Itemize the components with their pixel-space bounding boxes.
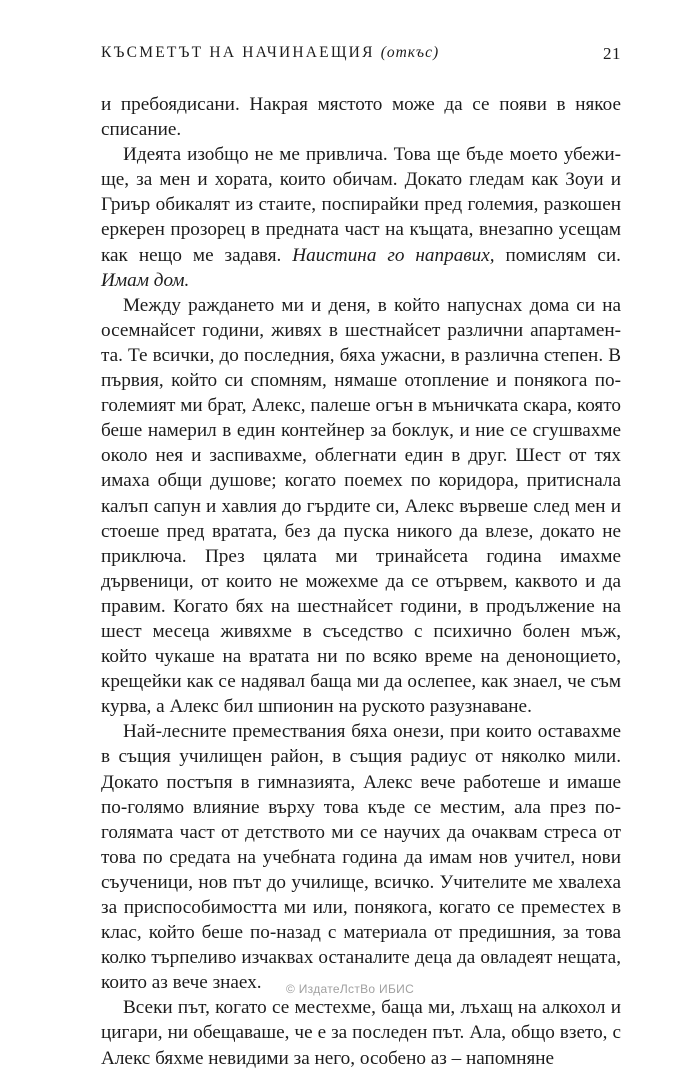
publisher-footer: © ИздатеЛстВо ИБИС bbox=[285, 982, 415, 996]
book-title: КЪСМЕТЪТ НА НАЧИНАЕЩИЯ bbox=[101, 44, 375, 61]
paragraph bbox=[101, 719, 621, 995]
page-body bbox=[101, 92, 621, 1071]
page-number: 21 bbox=[603, 44, 621, 63]
text-run: Всеки път, когато се местехме, баща ми, лъхащ на алкохол и цигари, ни обещаваше, че е за последен път. Ала, общо взето, с Алекс бяхме невидими за него, особено аз – напомняне bbox=[101, 997, 621, 1069]
text-run: помислям си. bbox=[494, 244, 621, 266]
paragraph bbox=[101, 293, 621, 720]
running-header bbox=[101, 44, 621, 70]
paragraph bbox=[101, 995, 621, 1070]
italic-text: Имам дом. bbox=[101, 269, 190, 291]
running-head-title bbox=[101, 44, 439, 62]
text-run: Най-лесните премествания бяха онези, при които оставахме в същия училищен район, в същия радиус от няколко мили. Докато постъпя в гимназията, Алекс вече работеше и имаше по-голямо влияние върху това къде се местим, ала през по-голямата част от детството ми се научих да очаквам стреса от това по средата на учебната година да имам нов учител, нови съученици, нов път до училище, всичко. Учителите ме хвалеха за приспособимостта ми или, понякога, когато се преместех в клас, който беше по-назад с материала от предишния, за това колко търпеливо изчаквах останалите деца да овладеят нещата, които аз вече знаех. bbox=[101, 721, 621, 994]
text-run: Идеята изобщо не ме привлича. Това ще бъде моето убежище, за мен и хората, които обичам. Докато гледам как Зоуи и Гриър обикалят из стаите, поспирайки пред големия, разкошен еркерен прозорец в предната част на къщата, внезапно усещам как нещо ме задавя. bbox=[101, 144, 621, 266]
paragraph bbox=[101, 142, 621, 293]
paragraph bbox=[101, 92, 621, 142]
italic-text: Наистина го направих, bbox=[292, 244, 495, 266]
text-run: и пребоядисани. Накрая мястото може да се появи в някое списание. bbox=[101, 94, 621, 141]
excerpt-label: (откъс) bbox=[380, 44, 440, 61]
text-run: Между раждането ми и деня, в който напуснах дома си на осемнайсет години, живях в шестнайсет различни апартамента. Те всички, до последния, бяха ужасни, в различна степен. В първия, който си спомням, нямаше отопление и понякога по-големият ми брат, Алекс, палеше огън в мъничката скара, която беше намерил в един контейнер за боклук, и ние се сгушвахме около нея и заспивахме, облегнати един в друг. Шест от тях имаха общи душове; когато поемех по коридора, притиснала калъп сапун и хавлия до гърдите си, Алекс вървеше след мен и стоеше пред вратата, без да пуска никого да влезе, докато не приключа. През цялата ми тринайсета година имахме дървеници, от които не можехме да се отървем, каквото и да правим. Когато бях на шестнайсет години, в продължение на шест месеца живяхме в съседство с психично болен мъж, който чукаше на вратата ни по всяко време на денонощието, крещейки как се надявал баща ми да ослепее, как знаел, че съм курва, а Алекс бил шпионин на руското разузнаване. bbox=[101, 294, 621, 718]
